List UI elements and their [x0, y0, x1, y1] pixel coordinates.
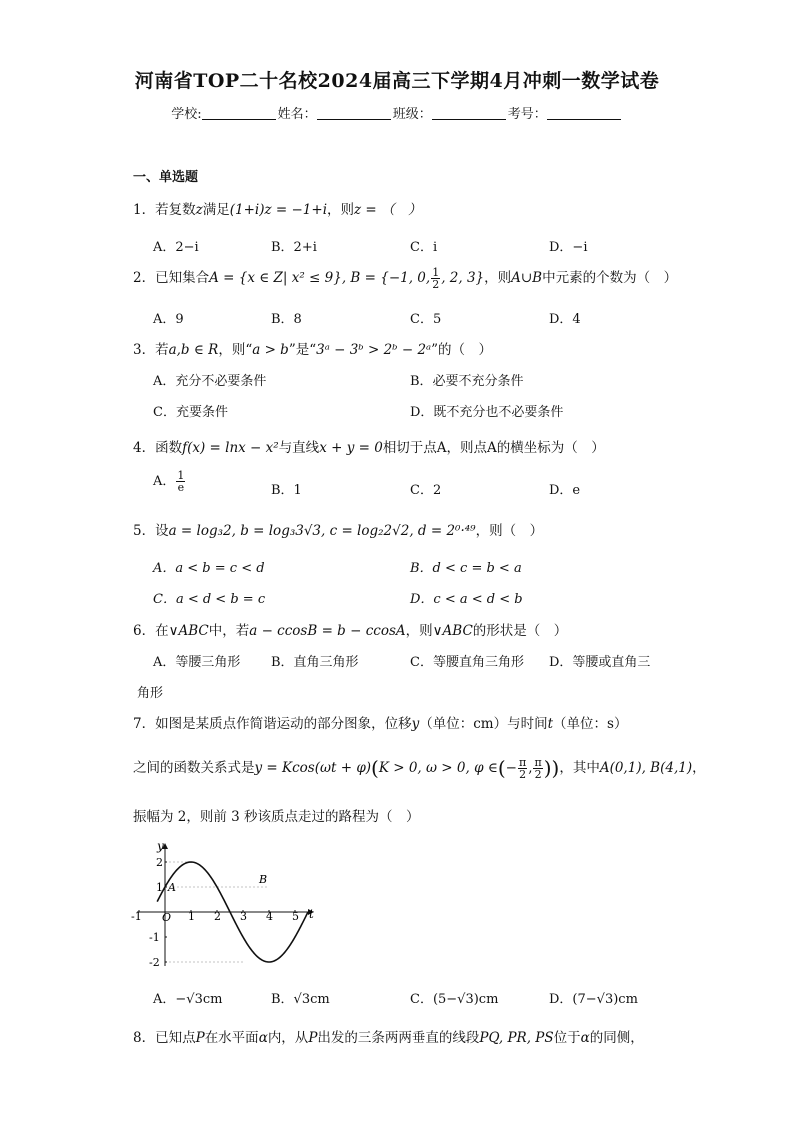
option[interactable]: A．a < b = c < d [153, 561, 265, 576]
y-tick-label: 1 [156, 881, 163, 894]
option[interactable]: A．−√3cm [153, 992, 223, 1007]
x-tick-label: 2 [214, 910, 221, 923]
number-blank [547, 107, 621, 120]
option[interactable]: C．充要条件 [153, 405, 228, 420]
question-1: 1．若复数z满足(1+i)z = −1+i，则z = （ ） [133, 202, 422, 218]
option[interactable]: C．a < d < b = c [153, 592, 266, 607]
question-7-line-1: 7．如图是某质点作简谐运动的部分图象，位移y（单位：cm）与时间t（单位：s） [133, 716, 628, 732]
x-axis-label: t [309, 907, 314, 921]
x-tick-label: -1 [131, 910, 142, 923]
class-label: 班级： [392, 107, 432, 122]
option[interactable]: B．必要不充分条件 [410, 374, 524, 389]
option[interactable]: C．i [410, 240, 438, 255]
option[interactable]: A． $\frac{1}{e}$ [153, 469, 185, 494]
option[interactable]: C．2 [410, 483, 442, 498]
class-blank [432, 107, 506, 120]
question-7-line-2: 之间的函数关系式是y = Kcos(ωt + φ)(K > 0, ω > 0, φ ∈(− $\frac{\pi}{2}$ , $\frac{\pi}{2}$ ))，其中A(0,1), B(4,1)， [133, 756, 706, 781]
option[interactable]: D．c < a < d < b [410, 592, 523, 607]
point-labels [167, 873, 267, 894]
x-tick-label: 3 [240, 910, 247, 923]
fraction: $\frac{1}{e}$ [177, 469, 185, 494]
option[interactable]: A．9 [153, 312, 184, 327]
fraction: $\frac{\pi}{2}$ [518, 756, 527, 781]
x-tick-label: 4 [266, 910, 273, 923]
question-2: 2．已知集合A = {x ∈ Z| x² ≤ 9}, B = {−1, 0, $\frac{1}{2}$ , 2, 3}，则A∪B中元素的个数为（ ） [133, 266, 678, 291]
school-label: 学校: [171, 107, 202, 122]
school-blank [202, 107, 276, 120]
option[interactable]: B．d < c = b < a [410, 561, 522, 576]
y-tick-label: -2 [149, 956, 160, 969]
option[interactable]: A．充分不必要条件 [153, 374, 267, 389]
option[interactable]: C．等腰直角三角形 [410, 655, 524, 670]
option[interactable]: A．2−i [153, 240, 199, 255]
question-8: 8．已知点P在水平面α内，从P出发的三条两两垂直的线段PQ, PR, PS位于α的同侧， [133, 1030, 644, 1046]
fraction: $\frac{1}{2}$ [432, 266, 440, 291]
option[interactable]: B．2+i [271, 240, 317, 255]
student-info [0, 103, 794, 122]
option-wrap: 角形 [137, 686, 164, 701]
page-title: 河南省TOP二十名校2024届高三下学期4月冲刺一数学试卷 [134, 70, 660, 92]
question-3: 3．若a,b ∈ R，则“a > b”是“3ᵃ − 3ᵇ > 2ᵇ − 2ᵃ”的（ ） [133, 342, 493, 358]
option[interactable]: D．−i [549, 240, 588, 255]
question-6: 6．在∨ABC中，若a − ccosB = b − ccosA，则∨ABC的形状是（ ） [133, 623, 568, 639]
option[interactable]: D．4 [549, 312, 581, 327]
question-7-line-3: 振幅为 2，则前 3 秒该质点走过的路程为（ ） [133, 809, 420, 825]
section-heading: 一、单选题 [133, 170, 199, 185]
sine-wave-chart [133, 838, 323, 970]
question-5: 5．设a = log₃2, b = log₃3√3, c = log₂2√2, d = 2⁰·⁴⁹，则（ ） [133, 523, 544, 539]
option[interactable]: C．5 [410, 312, 442, 327]
y-axis-label: y [157, 839, 164, 853]
name-blank [317, 107, 391, 120]
question-4: 4．函数f(x) = lnx − x²与直线x + y = 0相切于点A，则点A的横坐标为（ ） [133, 440, 605, 456]
origin-label: O [162, 911, 172, 924]
fraction: $\frac{\pi}{2}$ [534, 756, 542, 781]
option[interactable]: D．e [549, 483, 581, 498]
x-tick-label: 5 [292, 910, 299, 923]
option[interactable]: B．√3cm [271, 992, 330, 1007]
option[interactable]: D．等腰或直角三 [549, 655, 651, 670]
option[interactable]: D．既不充分也不必要条件 [410, 405, 564, 420]
y-tick-label: -1 [149, 931, 160, 944]
option[interactable]: C．(5−√3)cm [410, 992, 499, 1007]
option[interactable]: B．直角三角形 [271, 655, 359, 670]
x-tick-label: 1 [188, 910, 195, 923]
point-label: B [259, 873, 268, 886]
number-label: 考号： [507, 107, 547, 122]
y-tick-label: 2 [156, 856, 163, 869]
name-label: 姓名： [277, 107, 317, 122]
point-label: A [168, 881, 176, 894]
option[interactable]: A．等腰三角形 [153, 655, 241, 670]
option[interactable]: B．8 [271, 312, 302, 327]
option[interactable]: B．1 [271, 483, 302, 498]
option[interactable]: D．(7−√3)cm [549, 992, 638, 1007]
